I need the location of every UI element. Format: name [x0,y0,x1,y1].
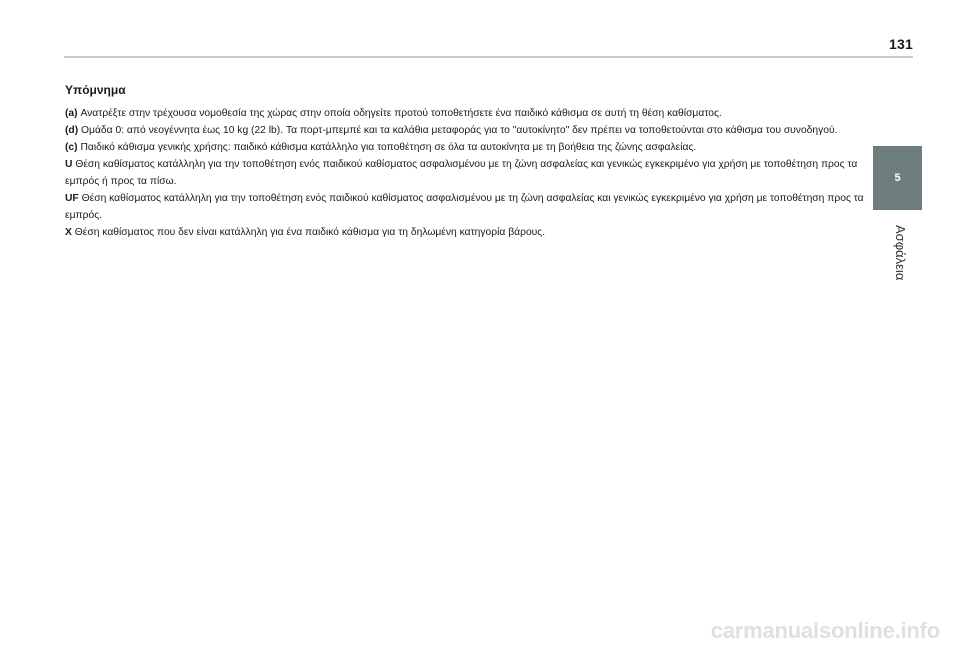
legend-key: UF [65,193,79,204]
legend-list [65,105,890,241]
legend-entry-uf [65,190,890,224]
legend-title: Υπόμνημα [65,83,126,97]
legend-key: U [65,159,73,170]
header-divider [64,56,913,58]
page-number: 131 [889,36,913,52]
chapter-number: 5 [894,172,901,184]
chapter-title: Ασφάλεια [893,225,908,281]
legend-text: Θέση καθίσματος που δεν είναι κατάλληλη για ένα παιδικό κάθισμα για τη δηλωμένη κατηγορία βάρους. [74,227,546,238]
legend-entry-a [65,105,890,122]
legend-text: Θέση καθίσματος κατάλληλη για την τοποθέτηση ενός παιδικού καθίσματος ασφαλισμένου με τη ζώνη ασφαλείας και γενικώς εγκεκριμένο για χρήση με τοποθέτηση προς τα εμπρός. [65,193,864,221]
legend-key: (d) [65,125,79,136]
legend-text: Θέση καθίσματος κατάλληλη για την τοποθέτηση ενός παιδικού καθίσματος ασφαλισμένου με τη ζώνη ασφαλείας και γενικώς εγκεκριμένο για χρήση με τοποθέτηση προς τα εμπρός ή προς τα πίσω. [65,159,858,187]
legend-text: Παιδικό κάθισμα γενικής χρήσης: παιδικό κάθισμα κατάλληλο για τοποθέτηση σε όλα τα αυτοκίνητα με τη βοήθεια της ζώνης ασφαλείας. [80,142,697,153]
legend-entry-u [65,156,890,190]
legend-key: (c) [65,142,78,153]
legend-entry-x [65,224,890,241]
legend-entry-c [65,139,890,156]
watermark: carmanualsonline.info [710,618,940,643]
legend-key: (a) [65,108,78,119]
legend-entry-d [65,122,890,139]
legend-text: Ανατρέξτε στην τρέχουσα νομοθεσία της χώρας στην οποία οδηγείτε προτού τοποθετήσετε ένα παιδικό κάθισμα σε αυτή τη θέση καθίσματος. [80,108,722,119]
legend-text: Ομάδα 0: από νεογέννητα έως 10 kg (22 lb). Τα πορτ-μπεμπέ και τα καλάθια μεταφοράς για το "αυτοκίνητο" δεν πρέπει να τοποθετούνται στο κάθισμα του συνοδηγού. [81,125,838,136]
chapter-tab[interactable] [873,146,922,210]
legend-key: X [65,227,72,238]
